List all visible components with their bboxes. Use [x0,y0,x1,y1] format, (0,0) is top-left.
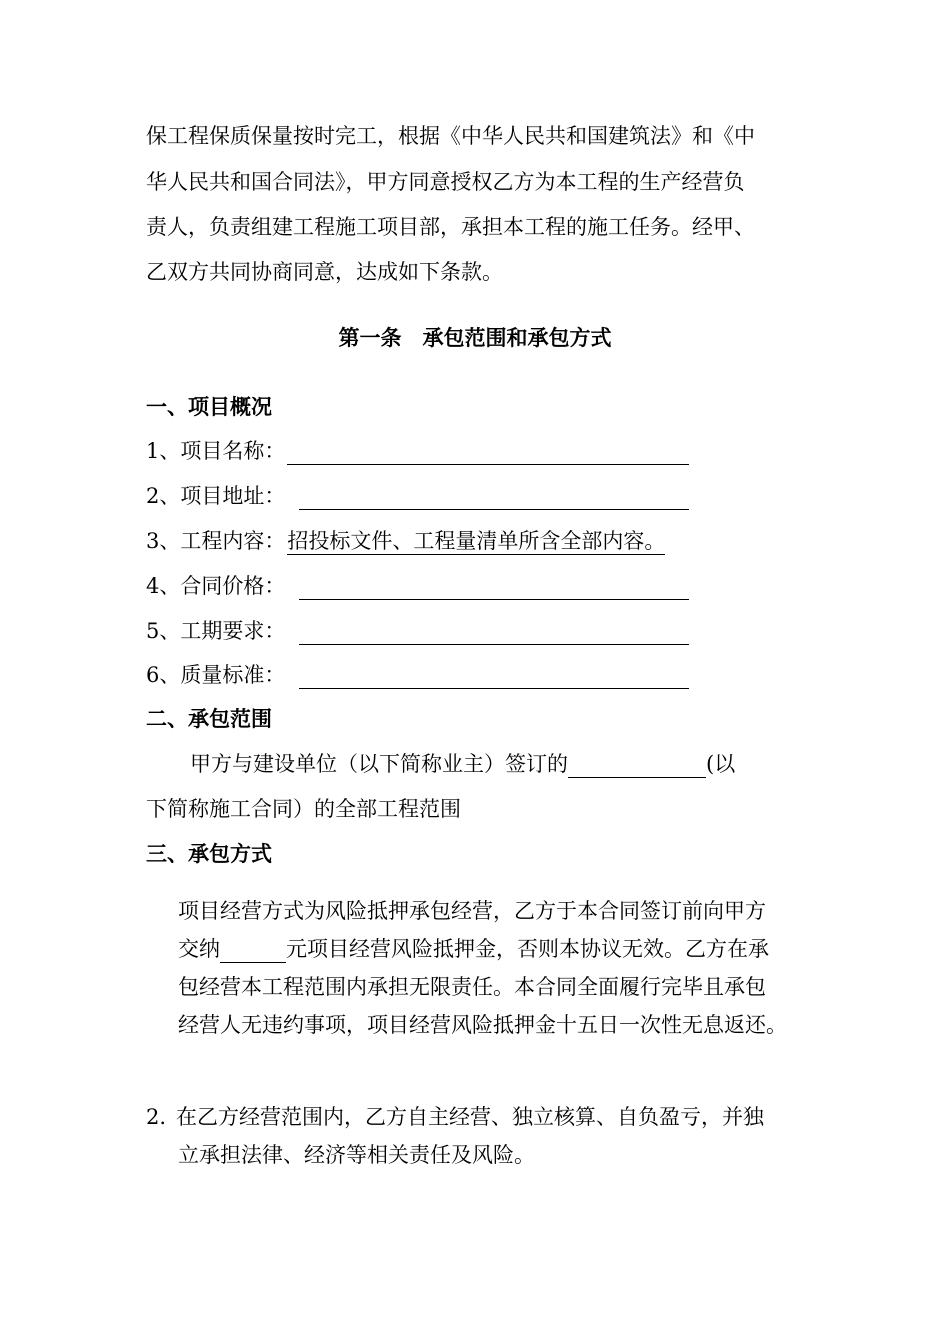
contract-price-label: 4、合同价格： [146,574,286,598]
intro-line-2: 华人民共和国合同法》，甲方同意授权乙方为本工程的生产经营负 [146,170,745,194]
project-address-row [146,482,689,510]
schedule-label: 5、工期要求： [146,619,286,643]
article-title: 第一条 承包范围和承包方式 [338,325,612,350]
contract-price-blank [299,577,689,600]
deposit-amount-blank [220,940,286,963]
method-item2-line-1 [146,1103,764,1131]
scope-line-2 [146,795,461,823]
scope-line-2-text: 下简称施工合同）的全部工程范围 [146,797,461,821]
project-address-blank [299,487,689,510]
method-item1-line-2-end: 元项目经营风险抵押金，否则本协议无效。乙方在承 [286,937,769,961]
intro-line-4 [146,258,503,286]
schedule-row [146,617,689,645]
contract-name-blank [568,755,706,778]
project-name-blank [287,442,689,465]
method-item1-line-1: 项目经营方式为风险抵押承包经营，乙方于本合同签订前向甲方 [178,899,766,923]
method-item1-line-3: 包经营本工程范围内承担无限责任。本合同全面履行完毕且承包 [178,975,766,999]
project-address-label: 2、项目地址： [146,484,286,508]
scope-line-1-tail: (以 [706,752,736,776]
section-heading-method: 三、承包方式 [146,841,272,866]
quality-label: 6、质量标准： [146,663,286,687]
section-heading-overview: 一、项目概况 [146,394,272,419]
scope-line-1 [190,750,735,778]
method-item1-line-4: 经营人无违约事项，项目经营风险抵押金十五日一次性无息返还。 [178,1013,787,1037]
project-content-row [146,527,665,555]
project-content-label: 3、工程内容： [146,529,286,553]
contract-price-row [146,572,689,600]
schedule-blank [299,622,689,645]
method-item2-line-2: 立承担法律、经济等相关责任及风险。 [178,1143,535,1167]
method-item2-text: 在乙方经营范围内，乙方自主经营、独立核算、自负盈亏，并独 [176,1105,765,1129]
intro-line-1: 保工程保质保量按时完工，根据《中华人民共和国建筑法》和《中 [146,124,755,148]
section-heading-scope: 二、承包范围 [146,706,272,731]
method-item2-number: 2. [146,1105,167,1129]
project-name-row [146,437,689,465]
scope-line-1-text: 甲方与建设单位（以下简称业主）签订的 [190,752,568,776]
method-item1-line-2 [178,935,769,963]
quality-blank [299,666,689,689]
intro-line-4-text: 乙双方共同协商同意，达成如下条款。 [146,260,503,284]
intro-line-3: 责人，负责组建工程施工项目部，承担本工程的施工任务。经甲、 [146,215,755,239]
quality-row [146,661,689,689]
project-content-value: 招投标文件、工程量清单所含全部内容。 [287,529,666,553]
method-item1-line-2-start: 交纳 [178,937,220,961]
project-name-label: 1、项目名称： [146,439,286,463]
